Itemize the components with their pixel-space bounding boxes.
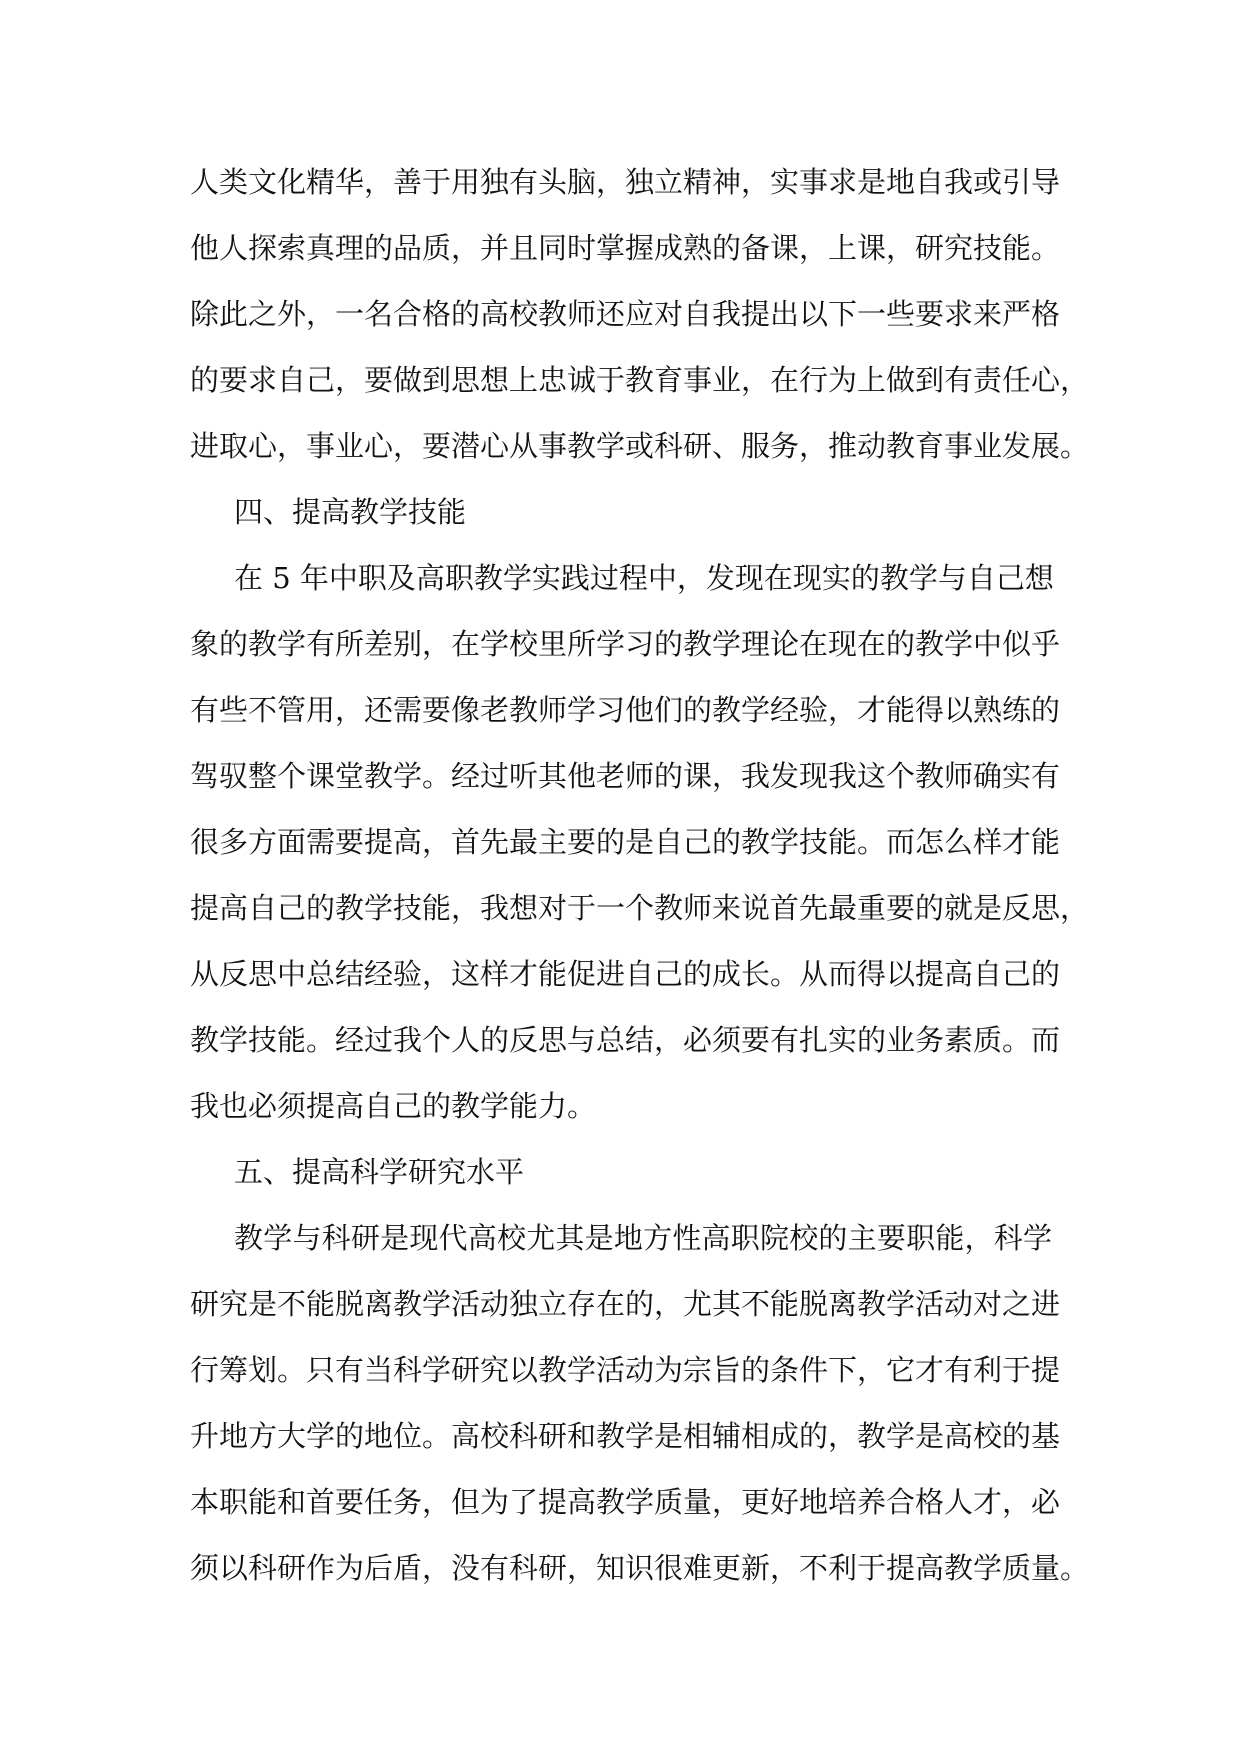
text-line: 本职能和首要任务，但为了提高教学质量，更好地培养合格人才，必: [190, 1485, 1061, 1519]
text-line: 升地方大学的地位。高校科研和教学是相辅相成的，教学是高校的基: [190, 1419, 1061, 1453]
text-line: 教学与科研是现代高校尤其是地方性高职院校的主要职能，科学: [234, 1221, 1052, 1255]
text-line: 有些不管用，还需要像老教师学习他们的教学经验，才能得以熟练的: [190, 693, 1061, 727]
text-line: 从反思中总结经验，这样才能促进自己的成长。从而得以提高自己的: [190, 957, 1061, 991]
text-line: 除此之外，一名合格的高校教师还应对自我提出以下一些要求来严格: [190, 297, 1061, 331]
text-line: 象的教学有所差别，在学校里所学习的教学理论在现在的教学中似乎: [190, 627, 1061, 661]
text-line: 我也必须提高自己的教学能力。: [190, 1089, 597, 1123]
text-line: 研究是不能脱离教学活动独立存在的，尤其不能脱离教学活动对之进: [190, 1287, 1061, 1321]
section-heading: 四、提高教学技能: [234, 495, 467, 529]
text-line: 教学技能。经过我个人的反思与总结，必须要有扎实的业务素质。而: [190, 1023, 1061, 1057]
text-line: 行筹划。只有当科学研究以教学活动为宗旨的条件下，它才有利于提: [190, 1353, 1061, 1387]
text-line: 驾驭整个课堂教学。经过听其他老师的课，我发现我这个教师确实有: [190, 759, 1061, 793]
text-line: 进取心，事业心，要潜心从事教学或科研、服务，推动教育事业发展。: [190, 429, 1090, 463]
text-line: 他人探索真理的品质，并且同时掌握成熟的备课，上课，研究技能。: [190, 231, 1061, 265]
text-line: 很多方面需要提高，首先最主要的是自己的教学技能。而怎么样才能: [190, 825, 1061, 859]
text-line: 须以科研作为后盾，没有科研，知识很难更新，不利于提高教学质量。: [190, 1551, 1090, 1585]
text-line: 提高自己的教学技能，我想对于一个教师来说首先最重要的就是反思，: [190, 891, 1090, 925]
text-line: 在 5 年中职及高职教学实践过程中，发现在现实的教学与自己想: [234, 561, 1054, 595]
text-line: 的要求自己，要做到思想上忠诚于教育事业，在行为上做到有责任心，: [190, 363, 1090, 397]
section-heading: 五、提高科学研究水平: [234, 1155, 525, 1189]
text-line: 人类文化精华，善于用独有头脑，独立精神，实事求是地自我或引导: [190, 165, 1061, 199]
document-body: [190, 162, 1090, 1614]
